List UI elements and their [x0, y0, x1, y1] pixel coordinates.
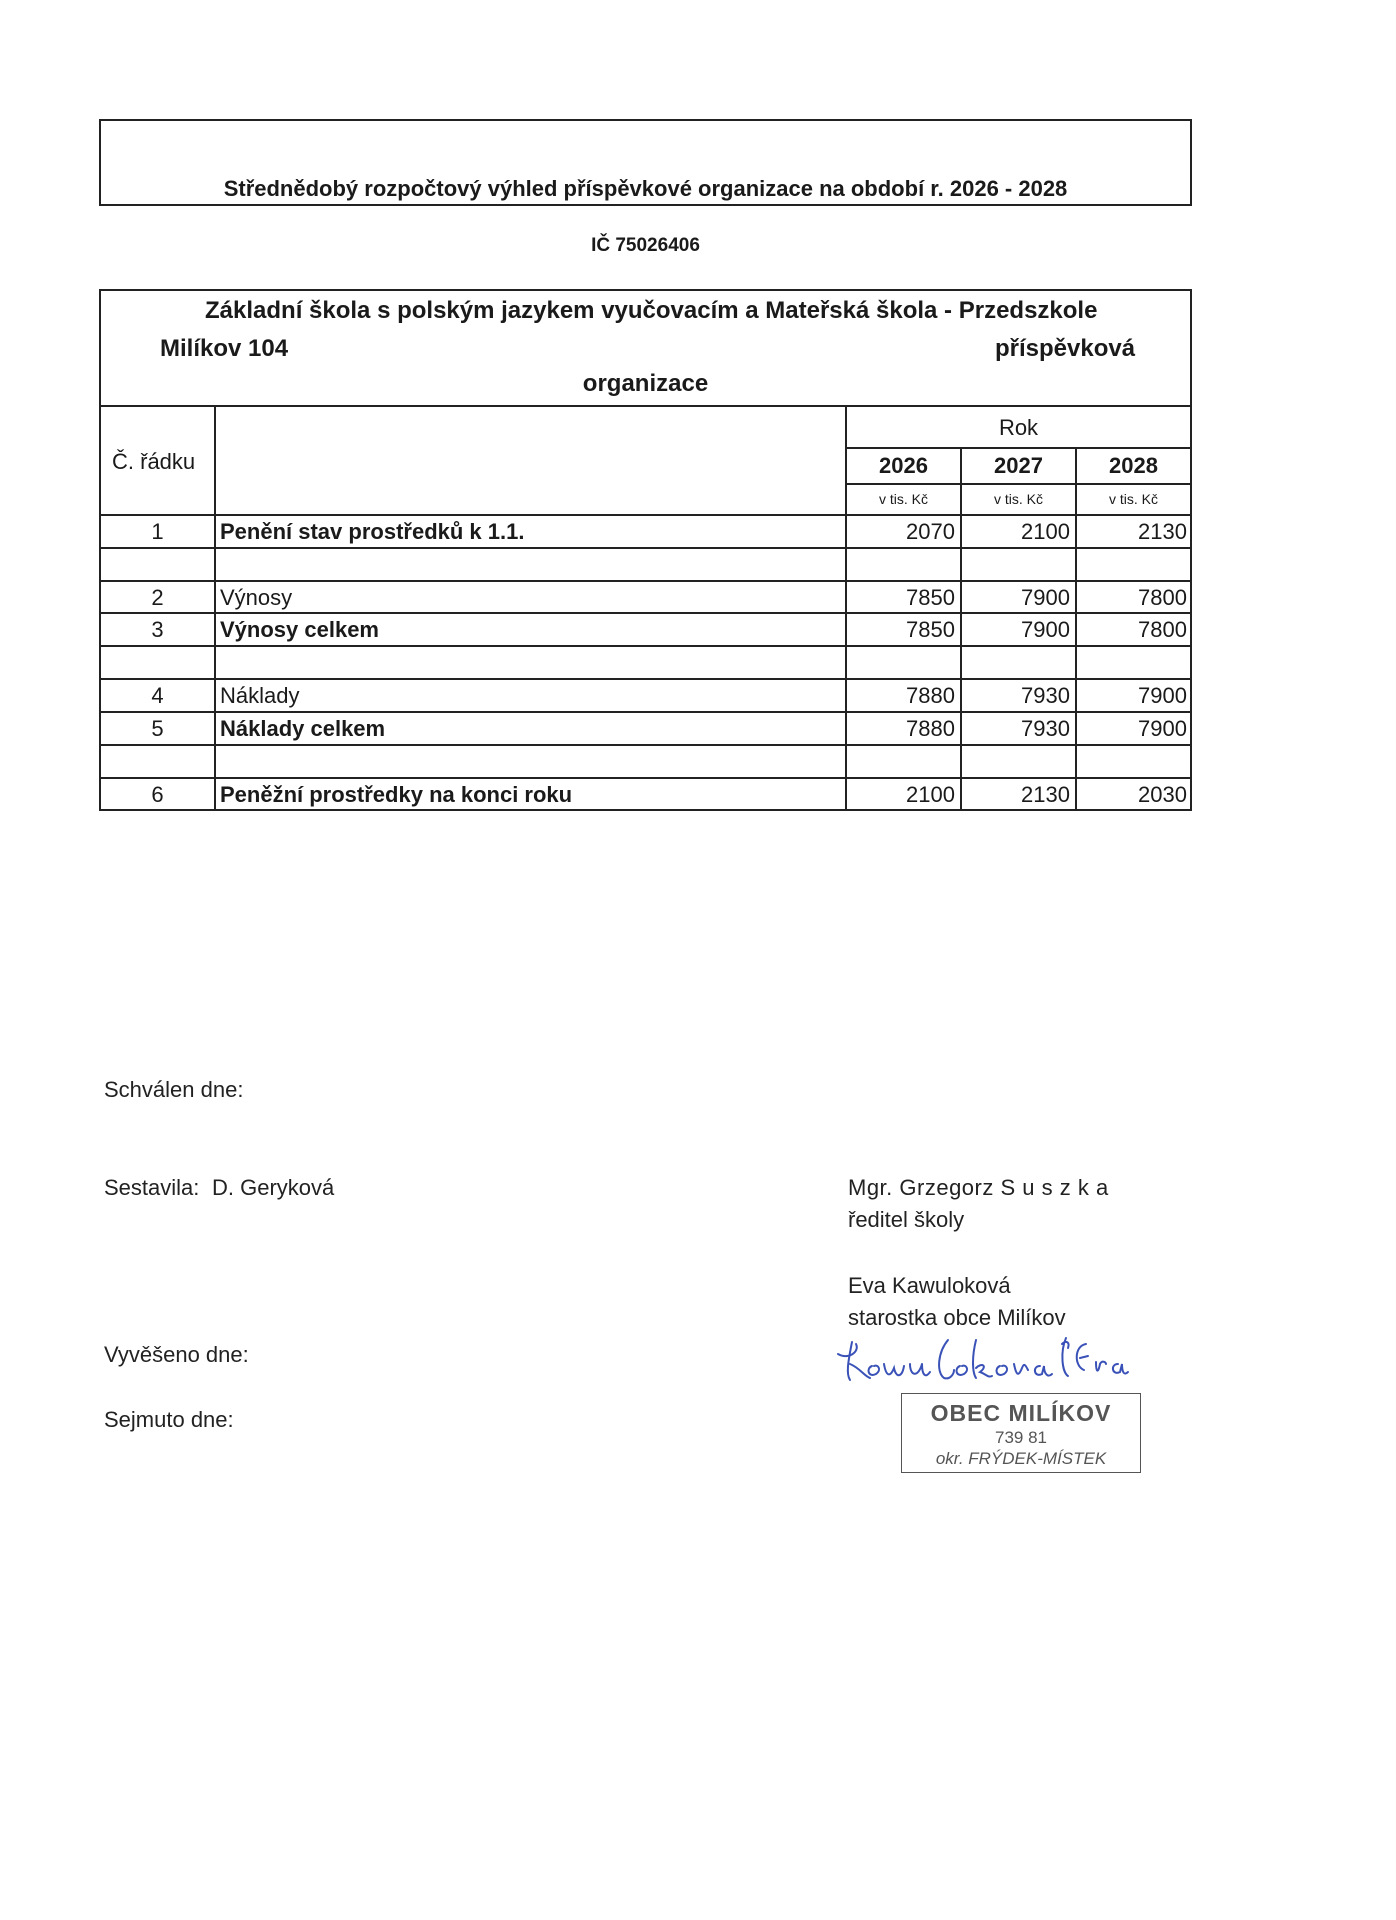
- row-label: Náklady celkem: [220, 716, 386, 741]
- value-2028: 7800: [1138, 617, 1187, 642]
- organization-address: Milíkov 104: [160, 335, 289, 362]
- row-line: [99, 678, 1192, 680]
- value-2027: 2100: [1021, 519, 1070, 544]
- value-2027: 7930: [1021, 716, 1070, 741]
- row-line: [99, 711, 1192, 713]
- value-2026: 7880: [906, 716, 955, 741]
- value-2027: 7930: [1021, 683, 1070, 708]
- row-line: [845, 483, 1192, 485]
- year-header: Rok: [998, 415, 1039, 440]
- unit-label: v tis. Kč: [1108, 491, 1158, 507]
- value-2026: 7850: [906, 617, 955, 642]
- row-number-header: Č. řádku: [112, 449, 196, 474]
- col-line: [214, 405, 216, 811]
- row-label: Penění stav prostředků k 1.1.: [220, 519, 525, 544]
- row-line: [99, 744, 1192, 746]
- compiled-label: Sestavila:: [104, 1175, 200, 1200]
- value-2027: 2130: [1021, 782, 1070, 807]
- row-number: 3: [151, 617, 164, 642]
- row-line: [99, 547, 1192, 549]
- row-number: 2: [151, 585, 164, 610]
- row-number: 5: [151, 716, 164, 741]
- value-2026: 2100: [906, 782, 955, 807]
- stamp-line1: OBEC MILÍKOV: [930, 1400, 1112, 1426]
- row-number: 1: [151, 519, 164, 544]
- row-number: 4: [151, 683, 164, 708]
- value-2028: 2130: [1138, 519, 1187, 544]
- table-border-right: [1190, 405, 1192, 811]
- director-title: ředitel školy: [848, 1207, 965, 1232]
- value-2027: 7900: [1021, 585, 1070, 610]
- value-2026: 7850: [906, 585, 955, 610]
- row-line: [99, 580, 1192, 582]
- director-name: Mgr. Grzegorz S u s z k a: [848, 1175, 1109, 1200]
- value-2026: 7880: [906, 683, 955, 708]
- posted-label: Vyvěšeno dne:: [104, 1342, 249, 1367]
- row-label: Výnosy celkem: [220, 617, 379, 642]
- compiled-name: D. Geryková: [212, 1175, 335, 1200]
- organization-type-cont: organizace: [582, 370, 709, 397]
- organization-type: příspěvková: [995, 335, 1136, 362]
- row-line: [99, 645, 1192, 647]
- row-number: 6: [151, 782, 164, 807]
- unit-label: v tis. Kč: [993, 491, 1043, 507]
- year-2027: 2027: [994, 453, 1043, 478]
- row-line: [99, 514, 1192, 516]
- value-2027: 7900: [1021, 617, 1070, 642]
- value-2026: 2070: [906, 519, 955, 544]
- value-2028: 2030: [1138, 782, 1187, 807]
- unit-label: v tis. Kč: [878, 491, 928, 507]
- approved-label: Schválen dne:: [104, 1077, 244, 1102]
- mayor-title: starostka obce Milíkov: [848, 1305, 1066, 1330]
- value-2028: 7900: [1138, 716, 1187, 741]
- year-2026: 2026: [879, 453, 928, 478]
- removed-label: Sejmuto dne:: [104, 1407, 234, 1432]
- mayor-name: Eva Kawuloková: [848, 1273, 1011, 1298]
- row-label: Náklady: [220, 683, 300, 708]
- organization-name-line1: Základní škola s polským jazykem vyučovacím a Mateřská škola - Przedszkole: [205, 297, 1098, 324]
- value-2028: 7800: [1138, 585, 1187, 610]
- row-line: [845, 447, 1192, 449]
- signature-image: [830, 1332, 1130, 1388]
- document-title: Střednědobý rozpočtový výhled příspěvkové organizace na období r. 2026 - 2028: [223, 176, 1068, 201]
- row-label: Peněžní prostředky na konci roku: [220, 782, 573, 807]
- row-label: Výnosy: [220, 585, 293, 610]
- row-line: [99, 777, 1192, 779]
- value-2028: 7900: [1138, 683, 1187, 708]
- year-2028: 2028: [1109, 453, 1158, 478]
- ic-number: IČ 75026406: [591, 235, 700, 256]
- stamp-line2: 739 81: [995, 1428, 1047, 1447]
- stamp-line3: okr. FRÝDEK-MÍSTEK: [935, 1449, 1107, 1468]
- municipal-stamp: [901, 1393, 1141, 1473]
